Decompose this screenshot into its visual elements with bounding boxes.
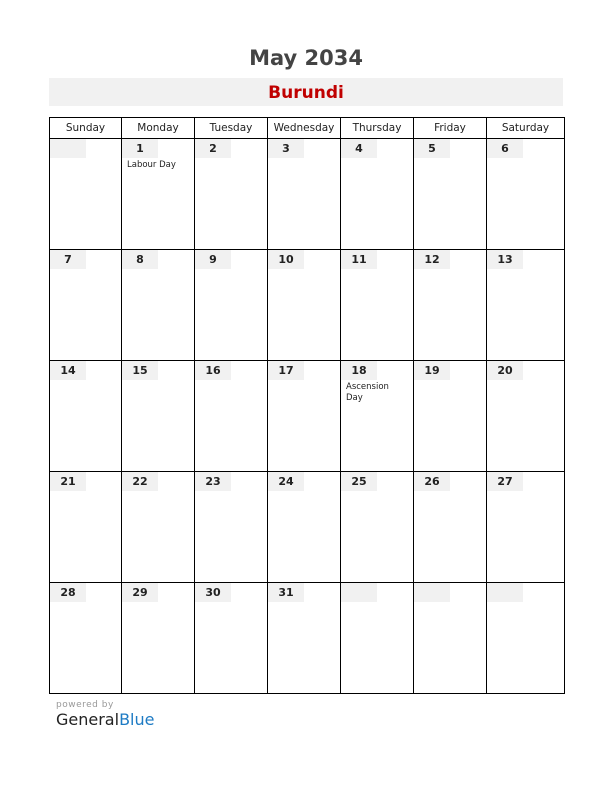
- holiday-label: Labour Day: [127, 160, 176, 170]
- day-number: 7: [50, 250, 86, 269]
- weekday-wednesday: Wednesday: [268, 118, 341, 139]
- weekday-header-row: [50, 118, 565, 139]
- week-row: [50, 250, 565, 361]
- day-number: [50, 139, 86, 158]
- weekday-sunday: Sunday: [50, 118, 122, 139]
- week-row: [50, 472, 565, 583]
- day-number: 12: [414, 250, 450, 269]
- day-number: 1: [122, 139, 158, 158]
- day-cell[interactable]: [414, 583, 487, 694]
- day-number: 18: [341, 361, 377, 380]
- day-number: 31: [268, 583, 304, 602]
- day-cell[interactable]: [414, 472, 487, 583]
- country-banner: [49, 78, 563, 106]
- day-cell[interactable]: [268, 472, 341, 583]
- day-cell[interactable]: [268, 583, 341, 694]
- brand-general: General: [56, 710, 120, 729]
- day-cell[interactable]: [487, 583, 565, 694]
- brand-logo[interactable]: [56, 710, 154, 729]
- day-cell[interactable]: [487, 250, 565, 361]
- day-cell[interactable]: [268, 250, 341, 361]
- day-cell[interactable]: [50, 361, 122, 472]
- powered-by-label: powered by: [56, 700, 114, 710]
- day-cell[interactable]: [341, 250, 414, 361]
- weekday-thursday: Thursday: [341, 118, 414, 139]
- day-number: 2: [195, 139, 231, 158]
- day-number: 21: [50, 472, 86, 491]
- day-number: [487, 583, 523, 602]
- day-number: 27: [487, 472, 523, 491]
- day-cell[interactable]: [268, 361, 341, 472]
- day-cell[interactable]: [195, 583, 268, 694]
- day-number: 13: [487, 250, 523, 269]
- day-cell[interactable]: [414, 361, 487, 472]
- page-title: May 2034: [249, 46, 363, 70]
- day-number: 15: [122, 361, 158, 380]
- day-cell[interactable]: [195, 472, 268, 583]
- footer-branding: [56, 700, 154, 729]
- day-cell[interactable]: [50, 472, 122, 583]
- day-number: 26: [414, 472, 450, 491]
- day-cell[interactable]: [50, 139, 122, 250]
- day-number: 8: [122, 250, 158, 269]
- day-cell[interactable]: [487, 472, 565, 583]
- day-cell[interactable]: [341, 361, 414, 472]
- day-number: 4: [341, 139, 377, 158]
- day-cell[interactable]: [50, 250, 122, 361]
- day-cell[interactable]: [414, 250, 487, 361]
- week-row: [50, 139, 565, 250]
- brand-blue: Blue: [119, 710, 155, 729]
- day-cell[interactable]: [122, 583, 195, 694]
- day-cell[interactable]: [122, 361, 195, 472]
- day-cell[interactable]: [195, 361, 268, 472]
- day-number: 9: [195, 250, 231, 269]
- day-cell[interactable]: [487, 361, 565, 472]
- day-number: 20: [487, 361, 523, 380]
- day-number: 25: [341, 472, 377, 491]
- weekday-monday: Monday: [122, 118, 195, 139]
- day-cell[interactable]: [268, 139, 341, 250]
- day-cell[interactable]: [122, 139, 195, 250]
- country-name: Burundi: [268, 83, 344, 103]
- day-number: [414, 583, 450, 602]
- day-number: 5: [414, 139, 450, 158]
- holiday-label: Ascension Day: [346, 382, 389, 403]
- weekday-friday: Friday: [414, 118, 487, 139]
- day-cell[interactable]: [341, 472, 414, 583]
- day-number: 23: [195, 472, 231, 491]
- week-row: [50, 583, 565, 694]
- day-cell[interactable]: [50, 583, 122, 694]
- day-number: 24: [268, 472, 304, 491]
- week-row: [50, 361, 565, 472]
- day-cell[interactable]: [414, 139, 487, 250]
- day-cell[interactable]: [195, 250, 268, 361]
- day-number: 16: [195, 361, 231, 380]
- day-number: 3: [268, 139, 304, 158]
- day-number: 6: [487, 139, 523, 158]
- day-cell[interactable]: [487, 139, 565, 250]
- day-cell[interactable]: [341, 139, 414, 250]
- day-number: [341, 583, 377, 602]
- day-number: 28: [50, 583, 86, 602]
- day-cell[interactable]: [341, 583, 414, 694]
- weekday-saturday: Saturday: [487, 118, 565, 139]
- weekday-tuesday: Tuesday: [195, 118, 268, 139]
- day-number: 14: [50, 361, 86, 380]
- day-number: 17: [268, 361, 304, 380]
- day-cell[interactable]: [122, 250, 195, 361]
- day-cell[interactable]: [122, 472, 195, 583]
- day-number: 19: [414, 361, 450, 380]
- day-number: 29: [122, 583, 158, 602]
- day-number: 22: [122, 472, 158, 491]
- day-number: 10: [268, 250, 304, 269]
- day-number: 11: [341, 250, 377, 269]
- day-cell[interactable]: [195, 139, 268, 250]
- calendar-grid: [49, 117, 565, 694]
- day-number: 30: [195, 583, 231, 602]
